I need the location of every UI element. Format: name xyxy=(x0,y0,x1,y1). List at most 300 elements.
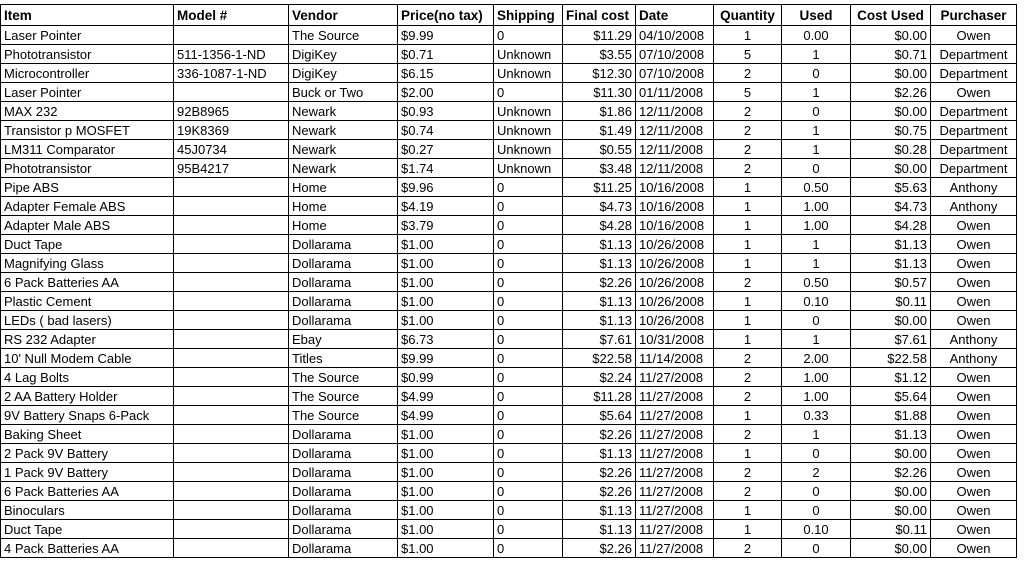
cell-cost-used: $1.13 xyxy=(851,425,931,444)
cell-final-cost: $22.58 xyxy=(563,349,636,368)
cell-purchaser: Department xyxy=(931,121,1017,140)
cell-final-cost: $11.28 xyxy=(563,387,636,406)
cell-quantity: 2 xyxy=(714,539,782,558)
cell-item: Adapter Female ABS xyxy=(1,197,174,216)
cell-shipping: 0 xyxy=(494,330,563,349)
cell-item: 2 Pack 9V Battery xyxy=(1,444,174,463)
cell-shipping: 0 xyxy=(494,311,563,330)
cell-item: Baking Sheet xyxy=(1,425,174,444)
cell-final-cost: $1.13 xyxy=(563,444,636,463)
table-row xyxy=(1,406,1017,425)
cell-model xyxy=(174,292,289,311)
cell-date: 12/11/2008 xyxy=(636,140,714,159)
cell-cost-used: $0.00 xyxy=(851,26,931,45)
cell-vendor: Buck or Two xyxy=(289,83,398,102)
cell-shipping: 0 xyxy=(494,444,563,463)
cell-quantity: 1 xyxy=(714,501,782,520)
cell-price: $1.00 xyxy=(398,501,494,520)
cell-purchaser: Department xyxy=(931,159,1017,178)
cell-purchaser: Owen xyxy=(931,26,1017,45)
cell-quantity: 2 xyxy=(714,349,782,368)
cell-vendor: Dollarama xyxy=(289,539,398,558)
cell-item: 10' Null Modem Cable xyxy=(1,349,174,368)
cell-item: Duct Tape xyxy=(1,520,174,539)
cell-final-cost: $2.26 xyxy=(563,482,636,501)
cell-cost-used: $0.28 xyxy=(851,140,931,159)
header-shipping: Shipping xyxy=(494,5,563,26)
cell-cost-used: $0.00 xyxy=(851,539,931,558)
cell-item: Transistor p MOSFET xyxy=(1,121,174,140)
cell-item: Phototransistor xyxy=(1,159,174,178)
cell-cost-used: $4.73 xyxy=(851,197,931,216)
cell-model: 92B8965 xyxy=(174,102,289,121)
cell-vendor: Home xyxy=(289,178,398,197)
table-row xyxy=(1,216,1017,235)
cell-vendor: Newark xyxy=(289,121,398,140)
cell-purchaser: Anthony xyxy=(931,349,1017,368)
cell-item: Pipe ABS xyxy=(1,178,174,197)
cell-model xyxy=(174,254,289,273)
cell-item: Plastic Cement xyxy=(1,292,174,311)
cell-cost-used: $2.26 xyxy=(851,83,931,102)
cell-price: $9.96 xyxy=(398,178,494,197)
cell-vendor: Dollarama xyxy=(289,273,398,292)
cell-final-cost: $1.13 xyxy=(563,520,636,539)
cell-vendor: The Source xyxy=(289,406,398,425)
cell-quantity: 1 xyxy=(714,254,782,273)
cell-date: 11/27/2008 xyxy=(636,539,714,558)
cell-model xyxy=(174,520,289,539)
cell-shipping: 0 xyxy=(494,482,563,501)
cell-date: 11/27/2008 xyxy=(636,501,714,520)
cell-shipping: 0 xyxy=(494,539,563,558)
cell-item: LM311 Comparator xyxy=(1,140,174,159)
cell-date: 01/11/2008 xyxy=(636,83,714,102)
cell-quantity: 2 xyxy=(714,387,782,406)
cell-final-cost: $4.73 xyxy=(563,197,636,216)
cell-date: 12/11/2008 xyxy=(636,121,714,140)
cell-used: 1.00 xyxy=(782,216,851,235)
cell-used: 0 xyxy=(782,311,851,330)
table-row xyxy=(1,292,1017,311)
table-row xyxy=(1,311,1017,330)
cell-purchaser: Owen xyxy=(931,235,1017,254)
cell-used: 1 xyxy=(782,425,851,444)
cell-vendor: Titles xyxy=(289,349,398,368)
table-row xyxy=(1,197,1017,216)
cell-final-cost: $2.26 xyxy=(563,425,636,444)
table-row xyxy=(1,501,1017,520)
cell-date: 10/26/2008 xyxy=(636,311,714,330)
cell-quantity: 1 xyxy=(714,406,782,425)
cell-used: 0 xyxy=(782,64,851,83)
cell-purchaser: Department xyxy=(931,102,1017,121)
cell-purchaser: Anthony xyxy=(931,178,1017,197)
cell-model xyxy=(174,197,289,216)
cell-shipping: 0 xyxy=(494,254,563,273)
table-row xyxy=(1,140,1017,159)
cell-shipping: Unknown xyxy=(494,102,563,121)
cell-item: Microcontroller xyxy=(1,64,174,83)
cell-date: 10/16/2008 xyxy=(636,197,714,216)
table-row xyxy=(1,539,1017,558)
cell-used: 0 xyxy=(782,102,851,121)
header-vendor: Vendor xyxy=(289,5,398,26)
cell-item: Magnifying Glass xyxy=(1,254,174,273)
cell-item: 4 Pack Batteries AA xyxy=(1,539,174,558)
cell-cost-used: $5.64 xyxy=(851,387,931,406)
cell-purchaser: Owen xyxy=(931,273,1017,292)
table-row xyxy=(1,26,1017,45)
cell-used: 0.33 xyxy=(782,406,851,425)
cell-vendor: Newark xyxy=(289,140,398,159)
cell-price: $0.27 xyxy=(398,140,494,159)
cell-price: $1.00 xyxy=(398,235,494,254)
cell-final-cost: $1.13 xyxy=(563,235,636,254)
cell-shipping: Unknown xyxy=(494,140,563,159)
cell-price: $1.00 xyxy=(398,292,494,311)
cell-used: 1.00 xyxy=(782,197,851,216)
cell-shipping: 0 xyxy=(494,273,563,292)
cell-cost-used: $2.26 xyxy=(851,463,931,482)
cell-vendor: DigiKey xyxy=(289,64,398,83)
cell-purchaser: Anthony xyxy=(931,197,1017,216)
cell-shipping: Unknown xyxy=(494,45,563,64)
cell-price: $0.74 xyxy=(398,121,494,140)
cell-shipping: 0 xyxy=(494,26,563,45)
cell-model xyxy=(174,273,289,292)
cell-item: Adapter Male ABS xyxy=(1,216,174,235)
cell-quantity: 1 xyxy=(714,520,782,539)
cell-final-cost: $1.13 xyxy=(563,311,636,330)
cell-vendor: The Source xyxy=(289,387,398,406)
cell-model xyxy=(174,311,289,330)
cell-final-cost: $11.29 xyxy=(563,26,636,45)
table-row xyxy=(1,387,1017,406)
cell-vendor: The Source xyxy=(289,26,398,45)
cell-price: $1.74 xyxy=(398,159,494,178)
cell-cost-used: $0.11 xyxy=(851,292,931,311)
table-row xyxy=(1,520,1017,539)
cell-vendor: Ebay xyxy=(289,330,398,349)
header-date: Date xyxy=(636,5,714,26)
cell-final-cost: $3.48 xyxy=(563,159,636,178)
cell-shipping: Unknown xyxy=(494,64,563,83)
cell-cost-used: $0.00 xyxy=(851,102,931,121)
cell-model xyxy=(174,216,289,235)
cell-price: $1.00 xyxy=(398,311,494,330)
cell-item: Duct Tape xyxy=(1,235,174,254)
cell-quantity: 1 xyxy=(714,197,782,216)
header-price: Price(no tax) xyxy=(398,5,494,26)
cell-cost-used: $7.61 xyxy=(851,330,931,349)
cell-vendor: Home xyxy=(289,197,398,216)
cell-model xyxy=(174,482,289,501)
cell-date: 11/27/2008 xyxy=(636,463,714,482)
cell-item: LEDs ( bad lasers) xyxy=(1,311,174,330)
header-row xyxy=(1,5,1017,26)
table-row xyxy=(1,444,1017,463)
cell-price: $9.99 xyxy=(398,26,494,45)
cell-used: 1 xyxy=(782,330,851,349)
cell-shipping: 0 xyxy=(494,292,563,311)
cell-model xyxy=(174,26,289,45)
cell-date: 10/26/2008 xyxy=(636,292,714,311)
cell-model xyxy=(174,368,289,387)
cell-shipping: Unknown xyxy=(494,121,563,140)
cell-item: Laser Pointer xyxy=(1,83,174,102)
cell-used: 1 xyxy=(782,254,851,273)
cell-quantity: 1 xyxy=(714,292,782,311)
cell-final-cost: $7.61 xyxy=(563,330,636,349)
cell-purchaser: Owen xyxy=(931,406,1017,425)
cell-quantity: 1 xyxy=(714,444,782,463)
purchases-table xyxy=(0,4,1017,558)
cell-model xyxy=(174,178,289,197)
cell-item: 9V Battery Snaps 6-Pack xyxy=(1,406,174,425)
cell-cost-used: $0.00 xyxy=(851,64,931,83)
cell-quantity: 2 xyxy=(714,273,782,292)
header-quantity: Quantity xyxy=(714,5,782,26)
cell-item: 6 Pack Batteries AA xyxy=(1,482,174,501)
table-row xyxy=(1,102,1017,121)
cell-model xyxy=(174,406,289,425)
cell-vendor: Home xyxy=(289,216,398,235)
cell-shipping: Unknown xyxy=(494,159,563,178)
cell-final-cost: $3.55 xyxy=(563,45,636,64)
cell-shipping: 0 xyxy=(494,83,563,102)
table-row xyxy=(1,349,1017,368)
cell-used: 1 xyxy=(782,45,851,64)
cell-price: $1.00 xyxy=(398,463,494,482)
cell-purchaser: Owen xyxy=(931,444,1017,463)
cell-model xyxy=(174,501,289,520)
cell-date: 12/11/2008 xyxy=(636,159,714,178)
table-row xyxy=(1,64,1017,83)
cell-final-cost: $0.55 xyxy=(563,140,636,159)
cell-date: 10/16/2008 xyxy=(636,178,714,197)
cell-cost-used: $0.00 xyxy=(851,444,931,463)
cell-shipping: 0 xyxy=(494,387,563,406)
cell-date: 07/10/2008 xyxy=(636,45,714,64)
cell-purchaser: Owen xyxy=(931,539,1017,558)
cell-cost-used: $0.00 xyxy=(851,482,931,501)
cell-item: 6 Pack Batteries AA xyxy=(1,273,174,292)
header-item: Item xyxy=(1,5,174,26)
cell-price: $2.00 xyxy=(398,83,494,102)
cell-quantity: 2 xyxy=(714,121,782,140)
cell-date: 12/11/2008 xyxy=(636,102,714,121)
cell-item: MAX 232 xyxy=(1,102,174,121)
cell-price: $1.00 xyxy=(398,273,494,292)
header-final-cost: Final cost xyxy=(563,5,636,26)
cell-purchaser: Owen xyxy=(931,311,1017,330)
cell-price: $1.00 xyxy=(398,444,494,463)
cell-used: 0 xyxy=(782,159,851,178)
cell-model: 336-1087-1-ND xyxy=(174,64,289,83)
cell-vendor: Dollarama xyxy=(289,425,398,444)
header-cost-used: Cost Used xyxy=(851,5,931,26)
cell-shipping: 0 xyxy=(494,425,563,444)
cell-final-cost: $2.26 xyxy=(563,463,636,482)
cell-used: 2.00 xyxy=(782,349,851,368)
table-row xyxy=(1,235,1017,254)
cell-purchaser: Owen xyxy=(931,501,1017,520)
cell-date: 07/10/2008 xyxy=(636,64,714,83)
cell-shipping: 0 xyxy=(494,520,563,539)
cell-quantity: 1 xyxy=(714,330,782,349)
cell-purchaser: Owen xyxy=(931,520,1017,539)
cell-quantity: 5 xyxy=(714,83,782,102)
cell-shipping: 0 xyxy=(494,463,563,482)
cell-quantity: 2 xyxy=(714,102,782,121)
cell-cost-used: $1.12 xyxy=(851,368,931,387)
cell-quantity: 1 xyxy=(714,311,782,330)
cell-final-cost: $11.30 xyxy=(563,83,636,102)
cell-model xyxy=(174,83,289,102)
cell-model xyxy=(174,425,289,444)
cell-shipping: 0 xyxy=(494,178,563,197)
cell-cost-used: $0.57 xyxy=(851,273,931,292)
cell-used: 0 xyxy=(782,482,851,501)
cell-quantity: 2 xyxy=(714,463,782,482)
table-row xyxy=(1,273,1017,292)
table-row xyxy=(1,368,1017,387)
cell-price: $0.71 xyxy=(398,45,494,64)
cell-date: 10/31/2008 xyxy=(636,330,714,349)
cell-vendor: Dollarama xyxy=(289,254,398,273)
cell-date: 10/16/2008 xyxy=(636,216,714,235)
cell-used: 1.00 xyxy=(782,368,851,387)
cell-cost-used: $0.00 xyxy=(851,159,931,178)
cell-vendor: The Source xyxy=(289,368,398,387)
cell-price: $1.00 xyxy=(398,425,494,444)
cell-price: $0.99 xyxy=(398,368,494,387)
cell-date: 11/27/2008 xyxy=(636,444,714,463)
cell-purchaser: Owen xyxy=(931,387,1017,406)
cell-price: $3.79 xyxy=(398,216,494,235)
cell-purchaser: Owen xyxy=(931,463,1017,482)
cell-used: 0.50 xyxy=(782,273,851,292)
cell-price: $1.00 xyxy=(398,539,494,558)
cell-final-cost: $4.28 xyxy=(563,216,636,235)
cell-shipping: 0 xyxy=(494,197,563,216)
cell-final-cost: $2.26 xyxy=(563,539,636,558)
table-row xyxy=(1,159,1017,178)
cell-shipping: 0 xyxy=(494,406,563,425)
cell-purchaser: Owen xyxy=(931,292,1017,311)
header-purchaser: Purchaser xyxy=(931,5,1017,26)
cell-date: 11/14/2008 xyxy=(636,349,714,368)
cell-final-cost: $2.24 xyxy=(563,368,636,387)
cell-used: 1 xyxy=(782,140,851,159)
cell-model xyxy=(174,539,289,558)
cell-item: Phototransistor xyxy=(1,45,174,64)
cell-shipping: 0 xyxy=(494,216,563,235)
cell-model: 511-1356-1-ND xyxy=(174,45,289,64)
cell-model xyxy=(174,444,289,463)
cell-used: 0.00 xyxy=(782,26,851,45)
cell-item: Binoculars xyxy=(1,501,174,520)
cell-vendor: DigiKey xyxy=(289,45,398,64)
cell-cost-used: $1.13 xyxy=(851,254,931,273)
cell-cost-used: $0.00 xyxy=(851,501,931,520)
cell-quantity: 1 xyxy=(714,235,782,254)
table-row xyxy=(1,254,1017,273)
cell-shipping: 0 xyxy=(494,235,563,254)
cell-purchaser: Owen xyxy=(931,368,1017,387)
table-row xyxy=(1,330,1017,349)
cell-date: 11/27/2008 xyxy=(636,425,714,444)
cell-used: 0.50 xyxy=(782,178,851,197)
cell-cost-used: $0.75 xyxy=(851,121,931,140)
cell-purchaser: Owen xyxy=(931,216,1017,235)
cell-cost-used: $4.28 xyxy=(851,216,931,235)
cell-model xyxy=(174,349,289,368)
cell-price: $4.99 xyxy=(398,406,494,425)
cell-price: $6.73 xyxy=(398,330,494,349)
cell-model xyxy=(174,235,289,254)
cell-date: 10/26/2008 xyxy=(636,254,714,273)
cell-item: 1 Pack 9V Battery xyxy=(1,463,174,482)
cell-purchaser: Owen xyxy=(931,83,1017,102)
table-row xyxy=(1,178,1017,197)
cell-vendor: Dollarama xyxy=(289,520,398,539)
cell-vendor: Dollarama xyxy=(289,501,398,520)
cell-date: 10/26/2008 xyxy=(636,235,714,254)
cell-cost-used: $0.11 xyxy=(851,520,931,539)
cell-price: $9.99 xyxy=(398,349,494,368)
cell-price: $4.19 xyxy=(398,197,494,216)
cell-cost-used: $1.88 xyxy=(851,406,931,425)
cell-used: 1 xyxy=(782,235,851,254)
cell-quantity: 2 xyxy=(714,64,782,83)
cell-quantity: 2 xyxy=(714,482,782,501)
table-row xyxy=(1,482,1017,501)
cell-used: 1.00 xyxy=(782,387,851,406)
cell-vendor: Dollarama xyxy=(289,311,398,330)
table-row xyxy=(1,45,1017,64)
cell-quantity: 1 xyxy=(714,26,782,45)
cell-item: Laser Pointer xyxy=(1,26,174,45)
cell-vendor: Dollarama xyxy=(289,444,398,463)
cell-shipping: 0 xyxy=(494,349,563,368)
cell-cost-used: $5.63 xyxy=(851,178,931,197)
cell-purchaser: Department xyxy=(931,45,1017,64)
cell-cost-used: $1.13 xyxy=(851,235,931,254)
cell-date: 11/27/2008 xyxy=(636,482,714,501)
cell-item: 2 AA Battery Holder xyxy=(1,387,174,406)
cell-used: 0 xyxy=(782,501,851,520)
cell-final-cost: $1.86 xyxy=(563,102,636,121)
cell-model: 45J0734 xyxy=(174,140,289,159)
cell-purchaser: Department xyxy=(931,140,1017,159)
header-model: Model # xyxy=(174,5,289,26)
cell-used: 1 xyxy=(782,121,851,140)
table-row xyxy=(1,425,1017,444)
table-row xyxy=(1,121,1017,140)
cell-purchaser: Owen xyxy=(931,425,1017,444)
cell-date: 04/10/2008 xyxy=(636,26,714,45)
cell-model: 19K8369 xyxy=(174,121,289,140)
cell-vendor: Dollarama xyxy=(289,235,398,254)
cell-purchaser: Owen xyxy=(931,254,1017,273)
cell-price: $1.00 xyxy=(398,520,494,539)
cell-final-cost: $12.30 xyxy=(563,64,636,83)
cell-date: 11/27/2008 xyxy=(636,520,714,539)
cell-price: $4.99 xyxy=(398,387,494,406)
cell-used: 0 xyxy=(782,444,851,463)
